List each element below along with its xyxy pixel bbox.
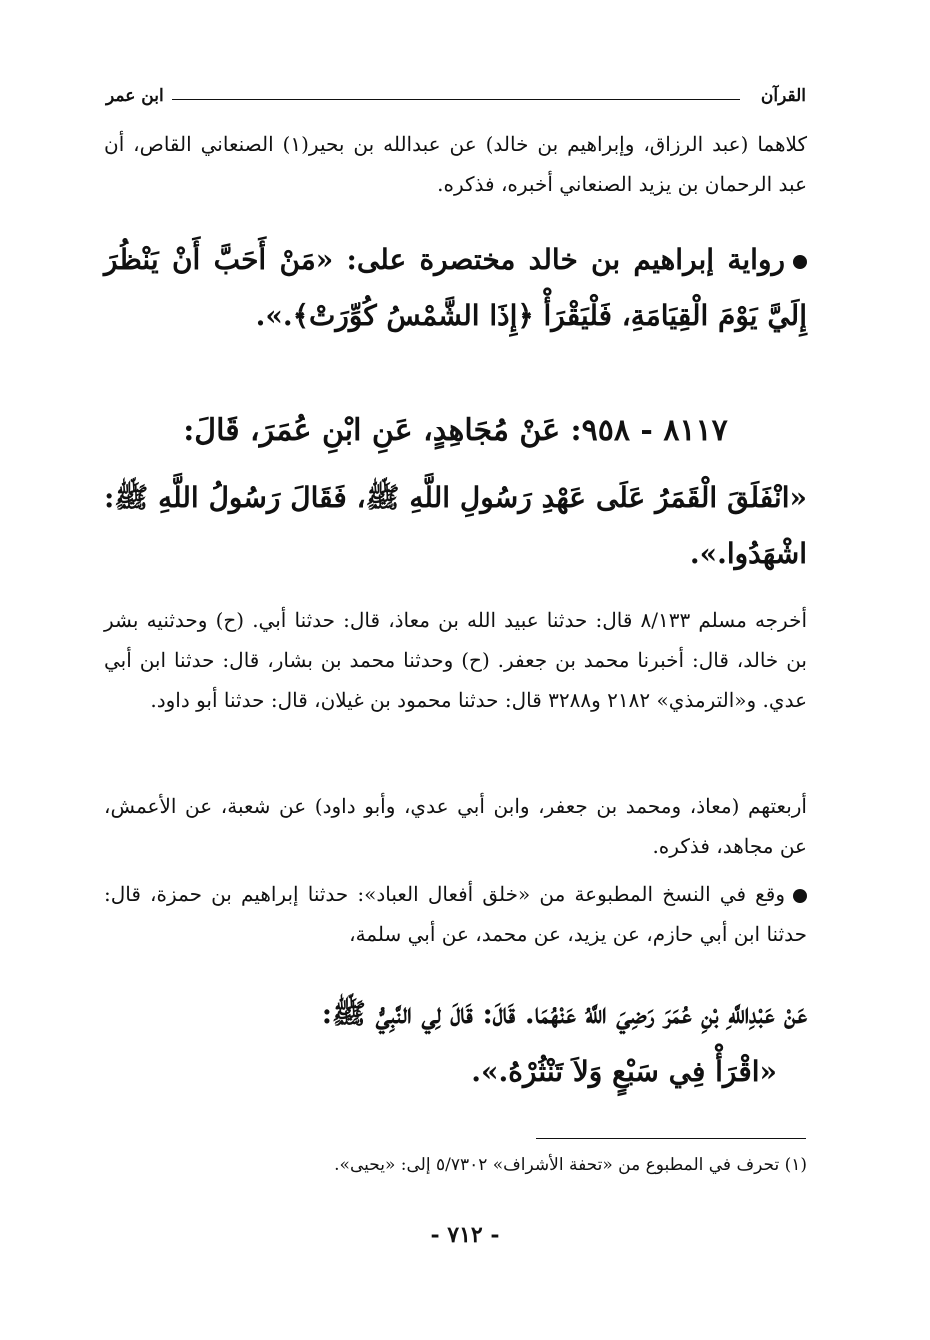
page-number: - ٧١٢ - [430, 1222, 500, 1248]
hadith-text: «انْفَلَقَ الْقَمَرُ عَلَى عَهْدِ رَسُولِ اللَّهِ ﷺ، فَقَالَ رَسُولُ اللَّهِ ﷺ: اشْهَدُوا.». [104, 481, 807, 570]
bullet-icon [793, 889, 807, 903]
header-book-title: القرآن [760, 86, 806, 106]
footnote: (١) تحرف في المطبوع من «تحفة الأشراف» ٥/٧٣٠٢ إلى: «يحيى». [334, 1155, 807, 1175]
paragraph-four-narrators: أربعتهم (معاذ، ومحمد بن جعفر، وابن أبي عدي، وأبو داود) عن شعبة، عن الأعمش، عن مجاهد، فذكره. [104, 794, 807, 858]
header-rule [172, 99, 740, 100]
running-header [106, 86, 806, 112]
paragraph-narration-variant [104, 232, 807, 344]
paragraph-chain-sources: كلاهما (عبد الرزاق، وإبراهيم بن خالد) عن عبدالله بن بحير(١) الصنعاني القاص، أن عبد الرحمان بن يزيد الصنعاني أخبره، فذكره. [104, 132, 807, 196]
header-chapter-title: ابن عمر [106, 86, 164, 106]
hadith-ibn-umar-line: عَنْ عَبْدِاللَّهِ بْنِ عُمَرَ رَضِيَ اللَّهُ عَنْهُمَا. قَالَ: قَالَ لِي النَّبِيُّ ﷺ: [321, 997, 807, 1030]
bullet-icon [793, 255, 807, 269]
printed-editions-text: وقع في النسخ المطبوعة من «خلق أفعال العباد»: حدثنا إبراهيم بن حمزة، قال: حدثنا ابن أبي حازم، عن يزيد، عن محمد، عن أبي سلمة، [104, 882, 807, 946]
paragraph-printed-editions-note [104, 874, 807, 954]
narration-variant-text: رواية إبراهيم بن خالد مختصرة على: «مَنْ أَحَبَّ أَنْ يَنْظُرَ إِلَيَّ يَوْمَ الْقِيَامَةِ، فَلْيَقْرَأْ ﴿إِذَا الشَّمْسُ كُوِّرَتْ﴾.». [104, 243, 807, 332]
footnote-rule [536, 1138, 806, 1139]
hadith-quote-line: «اقْرَأْ فِي سَبْعٍ وَلاَ تَنْثُرْهُ.». [471, 1055, 777, 1088]
paragraph-takhrij: أخرجه مسلم ٨/١٣٣ قال: حدثنا عبيد الله بن معاذ، قال: حدثنا أبي. (ح) وحدثنيه بشر بن خالد، قال: أخبرنا محمد بن جعفر. (ح) وحدثنا محمد بن بشار، قال: حدثنا ابن أبي عدي. و«الترمذي» ٢١٨٢ و٣٢٨٨ قال: حدثنا محمود بن غيلان، قال: حدثنا أبو داود. [104, 608, 808, 712]
hadith-number-heading: ٨١١٧ - ٩٥٨: عَنْ مُجَاهِدٍ، عَنِ ابْنِ عُمَرَ، قَالَ: [183, 413, 728, 448]
